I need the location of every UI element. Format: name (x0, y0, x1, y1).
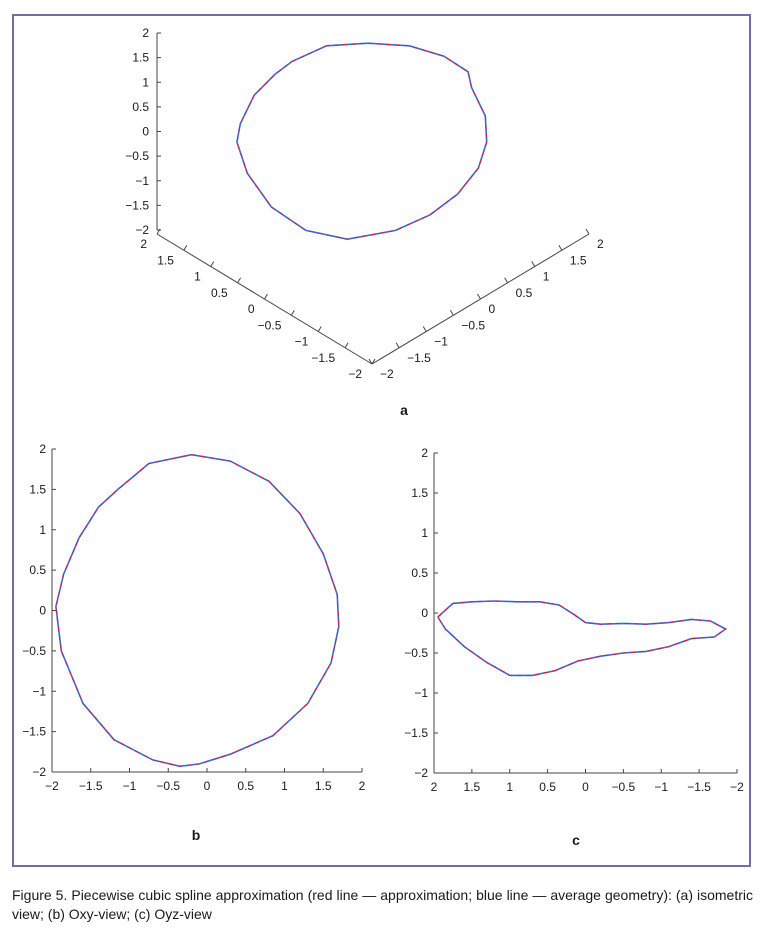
a-y-tick-mark (478, 294, 481, 299)
a-x-tick-label: 1.5 (157, 253, 174, 268)
a-y-tick-label: 0 (488, 302, 496, 316)
a-y-tick-mark (532, 262, 535, 267)
a-z-tick-label: −1 (135, 173, 149, 188)
b-y-tick-label: −0.5 (22, 643, 46, 658)
panel-a-isometric (125, 26, 604, 418)
c-y-tick-label: −0.5 (404, 646, 428, 660)
c-x-tick-label: 1 (506, 780, 514, 794)
a-y-tick-label: 2 (597, 237, 604, 251)
b-average-line (56, 455, 339, 767)
c-x-tick-label: −1 (654, 780, 669, 794)
a-x-tick-label: 0 (247, 302, 255, 316)
a-x-tick-label: 0.5 (210, 285, 228, 300)
a-z-tick-label: 0 (142, 124, 149, 139)
c-panel-label: c (572, 832, 580, 848)
a-z-tick-label: −2 (135, 223, 149, 237)
c-x-tick-label: −0.5 (611, 780, 636, 794)
a-x-tick-label: −0.5 (257, 318, 282, 333)
a-z-tick-label: 2 (142, 26, 149, 40)
a-y-tick-mark (586, 229, 589, 234)
c-y-tick-label: 1.5 (411, 486, 428, 500)
b-y-tick-label: 0 (39, 603, 46, 618)
c-x-tick-label: 2 (430, 780, 438, 794)
a-x-tick-label: 2 (140, 237, 147, 251)
figure-caption (12, 886, 753, 924)
a-x-tick-mark (291, 310, 294, 315)
a-x-tick-mark (265, 294, 268, 299)
a-panel-label: a (400, 402, 408, 418)
c-x-tick-label: 0.5 (539, 780, 556, 794)
c-y-tick-label: 2 (421, 446, 428, 460)
c-y-tick-label: −2 (414, 766, 428, 780)
b-y-tick-label: −1.5 (22, 724, 46, 739)
b-y-tick-label: 2 (39, 442, 46, 456)
a-y-tick-label: −2 (380, 367, 394, 381)
a-x-tick-mark (211, 262, 214, 267)
c-y-tick-label: 1 (421, 526, 428, 540)
a-y-tick-label: −0.5 (461, 318, 486, 333)
a-y-tick-label: 1.5 (569, 253, 587, 268)
a-y-tick-mark (505, 278, 508, 283)
a-y-tick-mark (450, 310, 453, 315)
a-y-tick-label: −1 (434, 334, 448, 349)
a-average-line (237, 43, 487, 239)
c-x-tick-label: −2 (730, 780, 744, 794)
b-y-tick-label: 1.5 (29, 482, 46, 497)
panel-c-oyz (404, 446, 744, 848)
a-x-tick-label: −2 (348, 367, 362, 381)
b-y-tick-label: 0.5 (29, 563, 46, 578)
a-x-tick-mark (345, 343, 348, 348)
caption-label: Figure 5. (12, 887, 68, 903)
a-y-tick-mark (559, 245, 562, 250)
c-x-tick-label: 0 (582, 780, 589, 794)
b-x-tick-label: 1.5 (314, 779, 332, 793)
a-x-tick-mark (318, 327, 321, 332)
a-x-tick-label: −1.5 (311, 350, 336, 365)
a-z-tick-label: 1.5 (132, 50, 149, 65)
b-x-tick-label: −0.5 (156, 779, 181, 793)
b-x-tick-label: 2 (358, 779, 366, 793)
b-y-tick-label: −2 (32, 765, 46, 779)
a-z-tick-label: −0.5 (125, 149, 149, 164)
c-x-tick-label: −1.5 (687, 780, 711, 794)
b-approximation-line (56, 455, 339, 767)
a-x-tick-label: 1 (194, 269, 201, 284)
c-y-tick-label: −1 (414, 686, 428, 700)
b-x-tick-label: 0.5 (237, 779, 255, 793)
b-x-tick-label: −2 (45, 779, 59, 793)
b-x-tick-label: 1 (281, 779, 288, 793)
a-z-tick-label: 0.5 (132, 99, 149, 114)
a-x-tick-mark (184, 245, 187, 250)
panel-b-oxy (22, 442, 365, 843)
a-y-tick-mark (396, 343, 399, 348)
b-x-tick-label: −1.5 (78, 779, 103, 793)
b-y-tick-label: 1 (39, 522, 46, 537)
a-x-tick-mark (238, 278, 241, 283)
a-z-tick-label: 1 (142, 75, 149, 90)
a-y-tick-mark (423, 327, 426, 332)
caption-text: Piecewise cubic spline approximation (red line — approximation; blue line — average geometry): (a) isometric view; (b) Oxy-view; (c) Oyz-view (12, 887, 753, 922)
c-approximation-line (438, 601, 726, 675)
c-y-tick-label: 0 (421, 606, 428, 620)
c-y-tick-label: −1.5 (404, 726, 428, 740)
b-x-tick-label: −1 (122, 779, 137, 793)
b-x-tick-label: 0 (203, 779, 211, 793)
c-y-tick-label: 0.5 (411, 566, 428, 580)
a-z-tick-label: −1.5 (125, 198, 149, 213)
a-y-tick-label: 0.5 (515, 285, 533, 300)
a-y-tick-label: 1 (542, 269, 550, 284)
c-average-line (438, 601, 726, 675)
a-x-tick-label: −1 (294, 334, 309, 349)
c-x-tick-label: 1.5 (463, 780, 481, 794)
b-panel-label: b (191, 827, 201, 843)
a-y-tick-label: −1.5 (407, 350, 431, 365)
b-y-tick-label: −1 (32, 684, 46, 699)
